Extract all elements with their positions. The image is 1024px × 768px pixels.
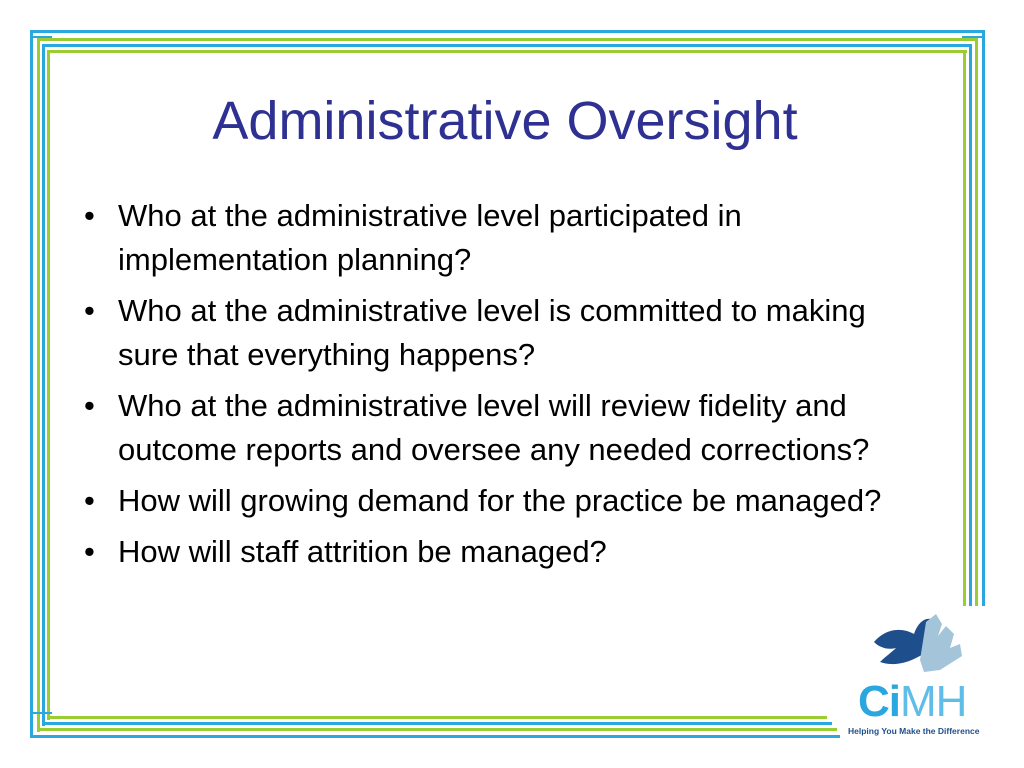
bullet-item <box>80 384 910 472</box>
hand-dove-icon <box>866 612 966 678</box>
bullet-text: Who at the administrative level participated in implementation planning? <box>118 198 742 277</box>
bullet-item <box>80 530 910 574</box>
bullet-text: How will staff attrition be managed? <box>118 534 607 569</box>
bullet-text: Who at the administrative level is committed to making sure that everything happens? <box>118 293 866 372</box>
bullet-item <box>80 194 910 282</box>
bullet-list <box>80 194 910 581</box>
bullet-text: How will growing demand for the practice be managed? <box>118 483 882 518</box>
logo-tagline: Helping You Make the Difference <box>848 726 980 736</box>
bullet-marker: • <box>84 293 95 328</box>
logo-ci-text: Ci <box>858 677 900 726</box>
bullet-marker: • <box>84 388 95 423</box>
bullet-item <box>80 479 910 523</box>
bullet-marker: • <box>84 534 95 569</box>
bullet-marker: • <box>84 198 95 233</box>
bullet-text: Who at the administrative level will review fidelity and outcome reports and oversee any needed corrections? <box>118 388 870 467</box>
bullet-item <box>80 289 910 377</box>
logo-mh-text: MH <box>900 677 967 726</box>
bullet-marker: • <box>84 483 95 518</box>
logo-wordmark <box>858 678 966 726</box>
slide-title: Administrative Oversight <box>212 91 798 151</box>
